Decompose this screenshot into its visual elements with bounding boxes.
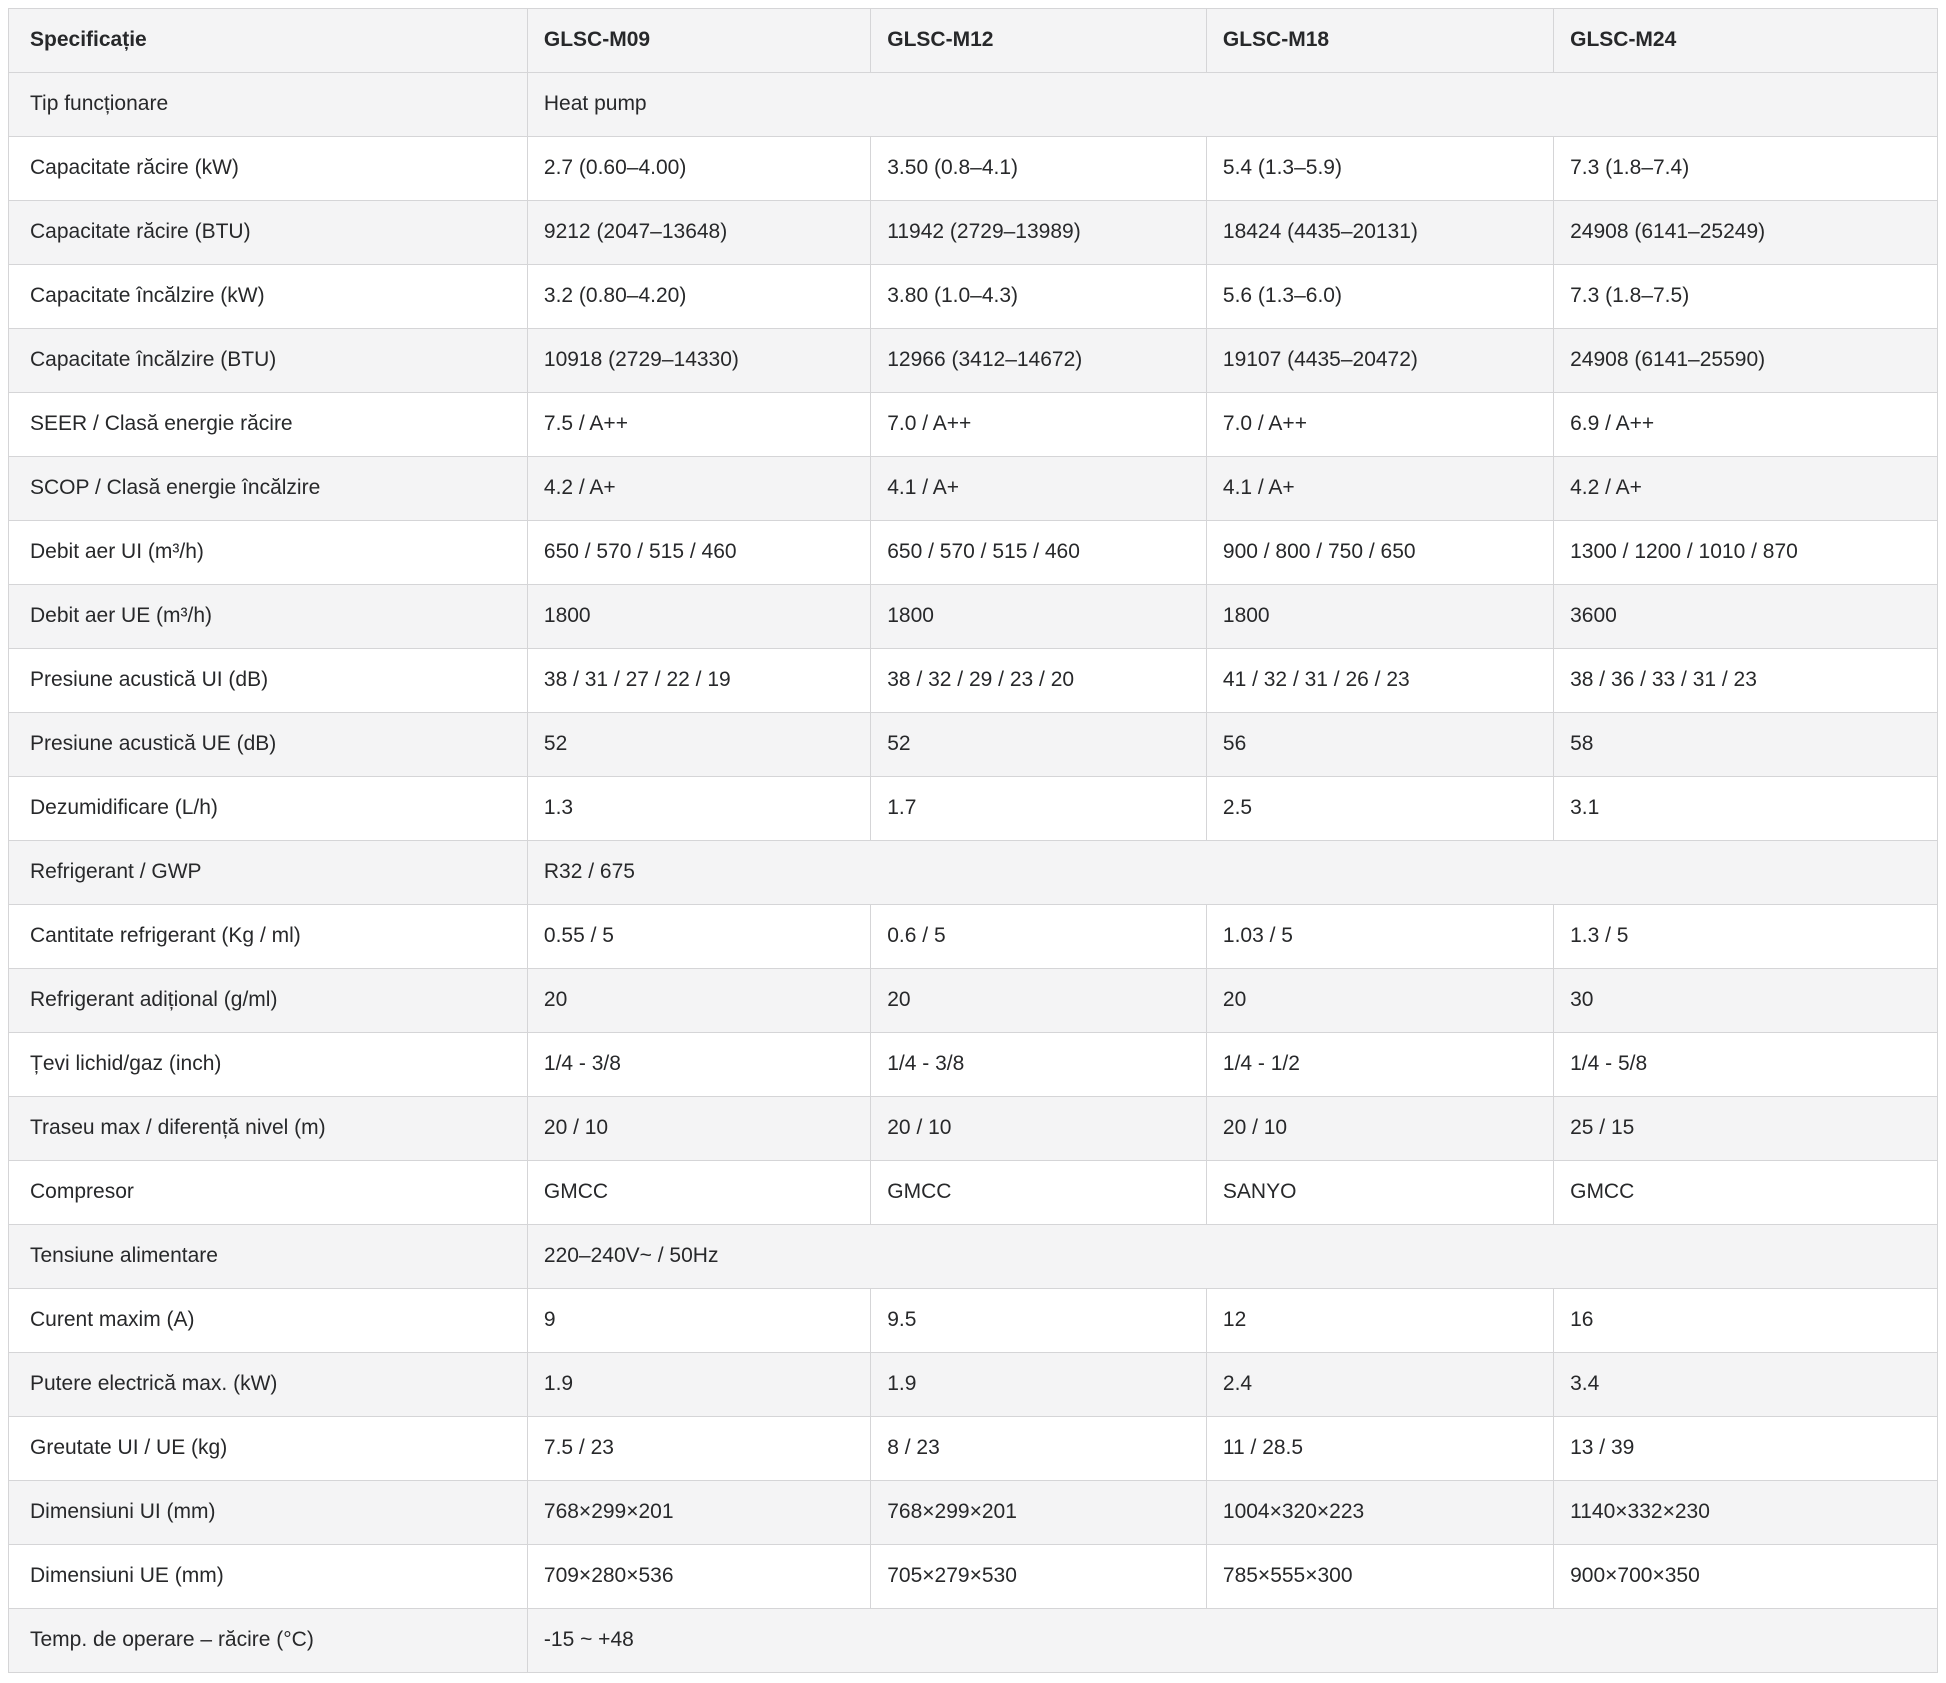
spec-value: 52 [527, 713, 870, 777]
spec-value: 650 / 570 / 515 / 460 [527, 521, 870, 585]
spec-value: 2.7 (0.60–4.00) [527, 137, 870, 201]
table-row [9, 841, 1938, 905]
table-row [9, 265, 1938, 329]
spec-label: SEER / Clasă energie răcire [9, 393, 528, 457]
spec-value: 3600 [1554, 585, 1938, 649]
spec-label: Dimensiuni UI (mm) [9, 1481, 528, 1545]
spec-value: 1.3 [527, 777, 870, 841]
table-header [9, 9, 1938, 73]
spec-value: 20 / 10 [871, 1097, 1207, 1161]
spec-value: 1300 / 1200 / 1010 / 870 [1554, 521, 1938, 585]
spec-value: GMCC [527, 1161, 870, 1225]
spec-value: 41 / 32 / 31 / 26 / 23 [1206, 649, 1553, 713]
spec-value: 38 / 31 / 27 / 22 / 19 [527, 649, 870, 713]
spec-value: 900×700×350 [1554, 1545, 1938, 1609]
table-row [9, 969, 1938, 1033]
spec-value: 4.1 / A+ [1206, 457, 1553, 521]
spec-value: 0.55 / 5 [527, 905, 870, 969]
spec-value: 1/4 - 3/8 [527, 1033, 870, 1097]
spec-value: 1/4 - 1/2 [1206, 1033, 1553, 1097]
spec-label: SCOP / Clasă energie încălzire [9, 457, 528, 521]
header-row [9, 9, 1938, 73]
spec-value: 7.0 / A++ [871, 393, 1207, 457]
header-model-glsc-m24: GLSC-M24 [1554, 9, 1938, 73]
table-row [9, 1353, 1938, 1417]
spec-value: 20 / 10 [527, 1097, 870, 1161]
spec-value: 900 / 800 / 750 / 650 [1206, 521, 1553, 585]
spec-value: 20 [527, 969, 870, 1033]
spec-value: GMCC [1554, 1161, 1938, 1225]
spec-value: 1.7 [871, 777, 1207, 841]
spec-label: Curent maxim (A) [9, 1289, 528, 1353]
spec-value: 9212 (2047–13648) [527, 201, 870, 265]
spec-value: 20 [871, 969, 1207, 1033]
spec-value: 12966 (3412–14672) [871, 329, 1207, 393]
spec-value: 1800 [527, 585, 870, 649]
spec-value: 11942 (2729–13989) [871, 201, 1207, 265]
spec-value-spanning: -15 ~ +48 [527, 1609, 1937, 1673]
spec-label: Refrigerant / GWP [9, 841, 528, 905]
spec-value-spanning: Heat pump [527, 73, 1937, 137]
spec-value: 6.9 / A++ [1554, 393, 1938, 457]
spec-label: Refrigerant adițional (g/ml) [9, 969, 528, 1033]
spec-value: 4.1 / A+ [871, 457, 1207, 521]
spec-value: 4.2 / A+ [1554, 457, 1938, 521]
spec-value: 25 / 15 [1554, 1097, 1938, 1161]
spec-value: 3.4 [1554, 1353, 1938, 1417]
spec-value: 709×280×536 [527, 1545, 870, 1609]
spec-value: 1004×320×223 [1206, 1481, 1553, 1545]
spec-value: 11 / 28.5 [1206, 1417, 1553, 1481]
spec-value: 1/4 - 5/8 [1554, 1033, 1938, 1097]
header-model-glsc-m09: GLSC-M09 [527, 9, 870, 73]
table-row [9, 137, 1938, 201]
spec-value: 58 [1554, 713, 1938, 777]
spec-value: 3.80 (1.0–4.3) [871, 265, 1207, 329]
spec-value: 24908 (6141–25249) [1554, 201, 1938, 265]
spec-value: 56 [1206, 713, 1553, 777]
spec-label: Traseu max / diferență nivel (m) [9, 1097, 528, 1161]
spec-value: 1140×332×230 [1554, 1481, 1938, 1545]
table-row [9, 1289, 1938, 1353]
spec-value: SANYO [1206, 1161, 1553, 1225]
table-row [9, 905, 1938, 969]
spec-label: Tensiune alimentare [9, 1225, 528, 1289]
spec-label: Țevi lichid/gaz (inch) [9, 1033, 528, 1097]
spec-value: 5.6 (1.3–6.0) [1206, 265, 1553, 329]
header-model-glsc-m12: GLSC-M12 [871, 9, 1207, 73]
table-row [9, 201, 1938, 265]
table-body [9, 73, 1938, 1673]
spec-value: GMCC [871, 1161, 1207, 1225]
spec-value: 785×555×300 [1206, 1545, 1553, 1609]
table-row [9, 1481, 1938, 1545]
spec-label: Compresor [9, 1161, 528, 1225]
table-row [9, 713, 1938, 777]
spec-value: 16 [1554, 1289, 1938, 1353]
spec-value: 18424 (4435–20131) [1206, 201, 1553, 265]
spec-value: 0.6 / 5 [871, 905, 1207, 969]
spec-value: 10918 (2729–14330) [527, 329, 870, 393]
spec-label: Dimensiuni UE (mm) [9, 1545, 528, 1609]
spec-value: 705×279×530 [871, 1545, 1207, 1609]
spec-value: 38 / 36 / 33 / 31 / 23 [1554, 649, 1938, 713]
spec-value: 1/4 - 3/8 [871, 1033, 1207, 1097]
spec-value: 7.0 / A++ [1206, 393, 1553, 457]
spec-value: 1.9 [871, 1353, 1207, 1417]
spec-value: 7.5 / A++ [527, 393, 870, 457]
table-row [9, 1161, 1938, 1225]
table-row [9, 585, 1938, 649]
table-row [9, 1609, 1938, 1673]
spec-value: 768×299×201 [527, 1481, 870, 1545]
spec-label: Presiune acustică UI (dB) [9, 649, 528, 713]
spec-value: 1800 [1206, 585, 1553, 649]
spec-value: 7.3 (1.8–7.4) [1554, 137, 1938, 201]
spec-label: Cantitate refrigerant (Kg / ml) [9, 905, 528, 969]
spec-label: Presiune acustică UE (dB) [9, 713, 528, 777]
table-row [9, 777, 1938, 841]
spec-value: 3.2 (0.80–4.20) [527, 265, 870, 329]
table-row [9, 1097, 1938, 1161]
spec-value: 24908 (6141–25590) [1554, 329, 1938, 393]
table-row [9, 521, 1938, 585]
spec-value: 4.2 / A+ [527, 457, 870, 521]
header-model-glsc-m18: GLSC-M18 [1206, 9, 1553, 73]
spec-value: 8 / 23 [871, 1417, 1207, 1481]
table-row [9, 329, 1938, 393]
spec-value: 768×299×201 [871, 1481, 1207, 1545]
table-row [9, 457, 1938, 521]
spec-label: Debit aer UE (m³/h) [9, 585, 528, 649]
table-row [9, 1033, 1938, 1097]
spec-value: 20 / 10 [1206, 1097, 1553, 1161]
spec-label: Capacitate încălzire (BTU) [9, 329, 528, 393]
spec-value: 38 / 32 / 29 / 23 / 20 [871, 649, 1207, 713]
spec-value-spanning: 220–240V~ / 50Hz [527, 1225, 1937, 1289]
spec-value-spanning: R32 / 675 [527, 841, 1937, 905]
spec-value: 9.5 [871, 1289, 1207, 1353]
spec-label: Debit aer UI (m³/h) [9, 521, 528, 585]
spec-value: 650 / 570 / 515 / 460 [871, 521, 1207, 585]
spec-table [8, 8, 1938, 1673]
spec-value: 7.5 / 23 [527, 1417, 870, 1481]
spec-value: 3.1 [1554, 777, 1938, 841]
spec-value: 1.03 / 5 [1206, 905, 1553, 969]
spec-value: 7.3 (1.8–7.5) [1554, 265, 1938, 329]
spec-label: Putere electrică max. (kW) [9, 1353, 528, 1417]
spec-value: 20 [1206, 969, 1553, 1033]
table-row [9, 73, 1938, 137]
spec-value: 1800 [871, 585, 1207, 649]
spec-value: 30 [1554, 969, 1938, 1033]
spec-value: 52 [871, 713, 1207, 777]
spec-value: 3.50 (0.8–4.1) [871, 137, 1207, 201]
table-row [9, 1545, 1938, 1609]
table-row [9, 393, 1938, 457]
spec-label: Greutate UI / UE (kg) [9, 1417, 528, 1481]
spec-value: 12 [1206, 1289, 1553, 1353]
header-specification: Specificație [9, 9, 528, 73]
spec-label: Dezumidificare (L/h) [9, 777, 528, 841]
spec-label: Capacitate răcire (kW) [9, 137, 528, 201]
spec-value: 13 / 39 [1554, 1417, 1938, 1481]
table-row [9, 649, 1938, 713]
spec-value: 1.9 [527, 1353, 870, 1417]
spec-label: Tip funcționare [9, 73, 528, 137]
spec-value: 1.3 / 5 [1554, 905, 1938, 969]
table-row [9, 1225, 1938, 1289]
spec-value: 5.4 (1.3–5.9) [1206, 137, 1553, 201]
spec-label: Capacitate răcire (BTU) [9, 201, 528, 265]
spec-value: 9 [527, 1289, 870, 1353]
spec-value: 19107 (4435–20472) [1206, 329, 1553, 393]
spec-value: 2.4 [1206, 1353, 1553, 1417]
spec-label: Temp. de operare – răcire (°C) [9, 1609, 528, 1673]
spec-label: Capacitate încălzire (kW) [9, 265, 528, 329]
table-row [9, 1417, 1938, 1481]
spec-value: 2.5 [1206, 777, 1553, 841]
